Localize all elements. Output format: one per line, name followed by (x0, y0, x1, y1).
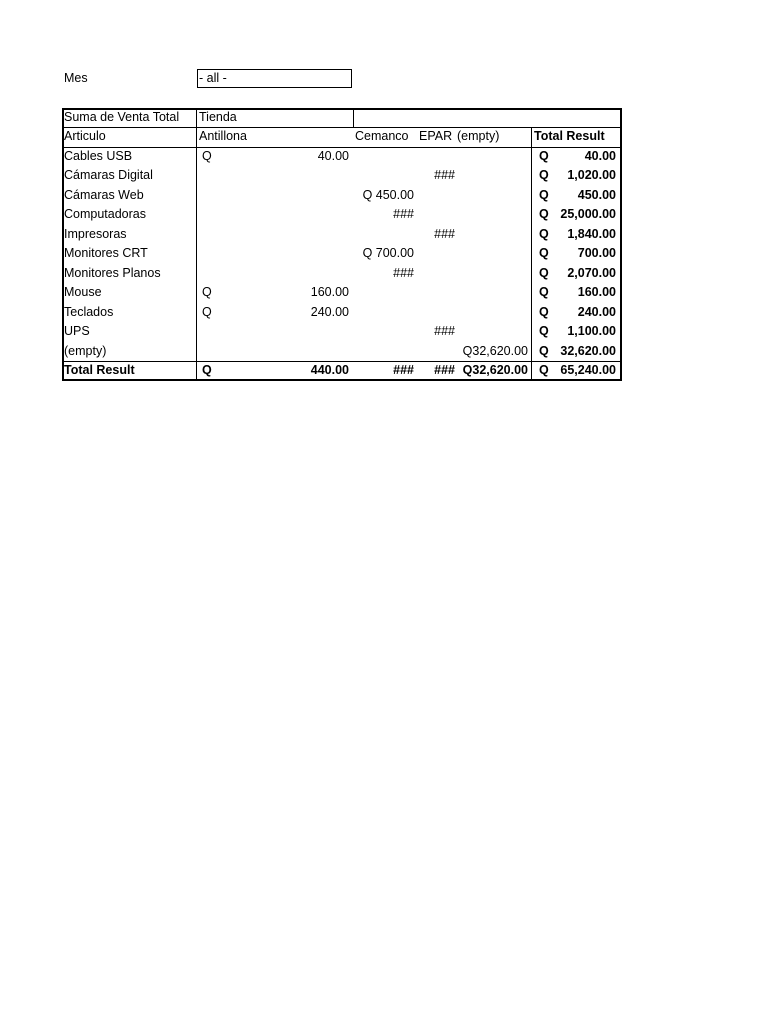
data-field-header[interactable]: Suma de Venta Total (64, 110, 180, 124)
total-value: 160.00 (577, 285, 616, 300)
antillona-value (242, 342, 349, 361)
total-value: 32,620.00 (560, 343, 616, 358)
epar-value (417, 205, 455, 224)
grand-total-antillona-value: 440.00 (310, 363, 349, 377)
total-currency: Q (539, 168, 549, 183)
column-header-cemanco: Cemanco (355, 129, 409, 143)
antillona-value (242, 322, 349, 341)
row-field-header[interactable]: Articulo (64, 129, 106, 143)
total-value: 1,840.00 (567, 226, 616, 241)
total-currency: Q (539, 324, 549, 339)
cemanco-value (354, 166, 414, 185)
empty-column-value (458, 303, 528, 322)
page-filter-dropdown[interactable] (197, 69, 352, 88)
antillona-currency: Q (202, 304, 212, 319)
antillona-value: 160.00 (310, 285, 349, 300)
empty-column-value: Q32,620.00 (462, 343, 528, 358)
epar-value (417, 186, 455, 205)
row-label[interactable]: Teclados (64, 304, 114, 319)
grand-total-cemanco-value: ### (393, 363, 414, 377)
cemanco-value (354, 322, 414, 341)
antillona-value: 240.00 (310, 304, 349, 319)
total-currency: Q (539, 265, 549, 280)
total-currency: Q (539, 246, 549, 261)
total-currency: Q (539, 343, 549, 358)
total-currency: Q (539, 304, 549, 319)
column-header-empty: (empty) (457, 129, 500, 143)
epar-value (417, 147, 455, 166)
cemanco-value: Q 700.00 (362, 246, 414, 261)
total-value: 700.00 (577, 246, 616, 261)
antillona-currency (202, 264, 222, 283)
empty-column-value (458, 225, 528, 244)
total-currency: Q (539, 149, 549, 163)
total-currency: Q (539, 226, 549, 241)
row-label[interactable]: Monitores Planos (64, 265, 161, 280)
antillona-value (242, 244, 349, 263)
grand-total-antillona-currency: Q (202, 363, 212, 377)
epar-value (417, 303, 455, 322)
empty-column-value (458, 147, 528, 166)
total-value: 450.00 (577, 187, 616, 202)
cemanco-value: ### (393, 207, 414, 222)
total-currency: Q (539, 285, 549, 300)
empty-column-value (458, 166, 528, 185)
empty-column-value (458, 264, 528, 283)
antillona-value: 40.00 (317, 149, 349, 163)
column-field-header[interactable]: Tienda (199, 110, 237, 124)
total-value: 40.00 (584, 149, 616, 163)
antillona-currency (202, 225, 222, 244)
total-value: 2,070.00 (567, 265, 616, 280)
antillona-currency (202, 205, 222, 224)
total-value: 240.00 (577, 304, 616, 319)
row-label[interactable]: Cámaras Web (64, 187, 144, 202)
column-header-total: Total Result (534, 129, 605, 143)
empty-column-value (458, 205, 528, 224)
row-label[interactable]: Computadoras (64, 207, 146, 222)
row-label[interactable]: Mouse (64, 285, 102, 300)
grand-total-total-currency: Q (539, 363, 549, 377)
empty-column-value (458, 322, 528, 341)
row-label[interactable]: (empty) (64, 343, 107, 358)
antillona-value (242, 205, 349, 224)
total-value: 1,100.00 (567, 324, 616, 339)
grand-total-total-value: 65,240.00 (560, 363, 616, 377)
cemanco-value (354, 147, 414, 166)
row-label[interactable]: Monitores CRT (64, 246, 148, 261)
row-label[interactable]: Cámaras Digital (64, 168, 153, 183)
page-filter-label: Mes (64, 71, 88, 85)
grand-total-epar-value: ### (434, 363, 455, 377)
epar-value (417, 264, 455, 283)
row-label[interactable]: Impresoras (64, 226, 127, 241)
cemanco-value: ### (393, 265, 414, 280)
antillona-currency (202, 342, 222, 361)
antillona-currency: Q (202, 285, 212, 300)
pivot-table (62, 108, 622, 381)
total-value: 25,000.00 (560, 207, 616, 222)
cemanco-value (354, 342, 414, 361)
epar-value (417, 342, 455, 361)
total-currency: Q (539, 207, 549, 222)
grand-total-row-label[interactable]: Total Result (64, 363, 135, 377)
row-label-divider (196, 108, 197, 381)
antillona-value (242, 186, 349, 205)
epar-value: ### (434, 226, 455, 241)
column-header-epar: EPAR (419, 129, 453, 143)
antillona-value (242, 264, 349, 283)
epar-value: ### (434, 168, 455, 183)
antillona-currency (202, 166, 222, 185)
antillona-currency (202, 244, 222, 263)
antillona-value (242, 225, 349, 244)
total-value: 1,020.00 (567, 168, 616, 183)
epar-value (417, 244, 455, 263)
column-header-antillona: Antillona (199, 129, 247, 143)
antillona-currency (202, 322, 222, 341)
empty-column-value (458, 244, 528, 263)
cemanco-value (354, 225, 414, 244)
epar-value: ### (434, 324, 455, 339)
table-border-right (620, 108, 622, 381)
row-label[interactable]: Cables USB (64, 149, 133, 163)
grand-total-empty-column-value: Q32,620.00 (462, 363, 528, 377)
row-label[interactable]: UPS (64, 324, 90, 339)
total-column-divider (531, 128, 532, 381)
antillona-value (242, 166, 349, 185)
cemanco-value: Q 450.00 (362, 187, 414, 202)
cemanco-value (354, 283, 414, 302)
tienda-cell-divider (353, 108, 354, 128)
cemanco-value (354, 303, 414, 322)
antillona-currency: Q (202, 149, 212, 163)
empty-column-value (458, 283, 528, 302)
page-filter-value: - all - (199, 71, 227, 85)
total-currency: Q (539, 187, 549, 202)
antillona-currency (202, 186, 222, 205)
epar-value (417, 283, 455, 302)
empty-column-value (458, 186, 528, 205)
